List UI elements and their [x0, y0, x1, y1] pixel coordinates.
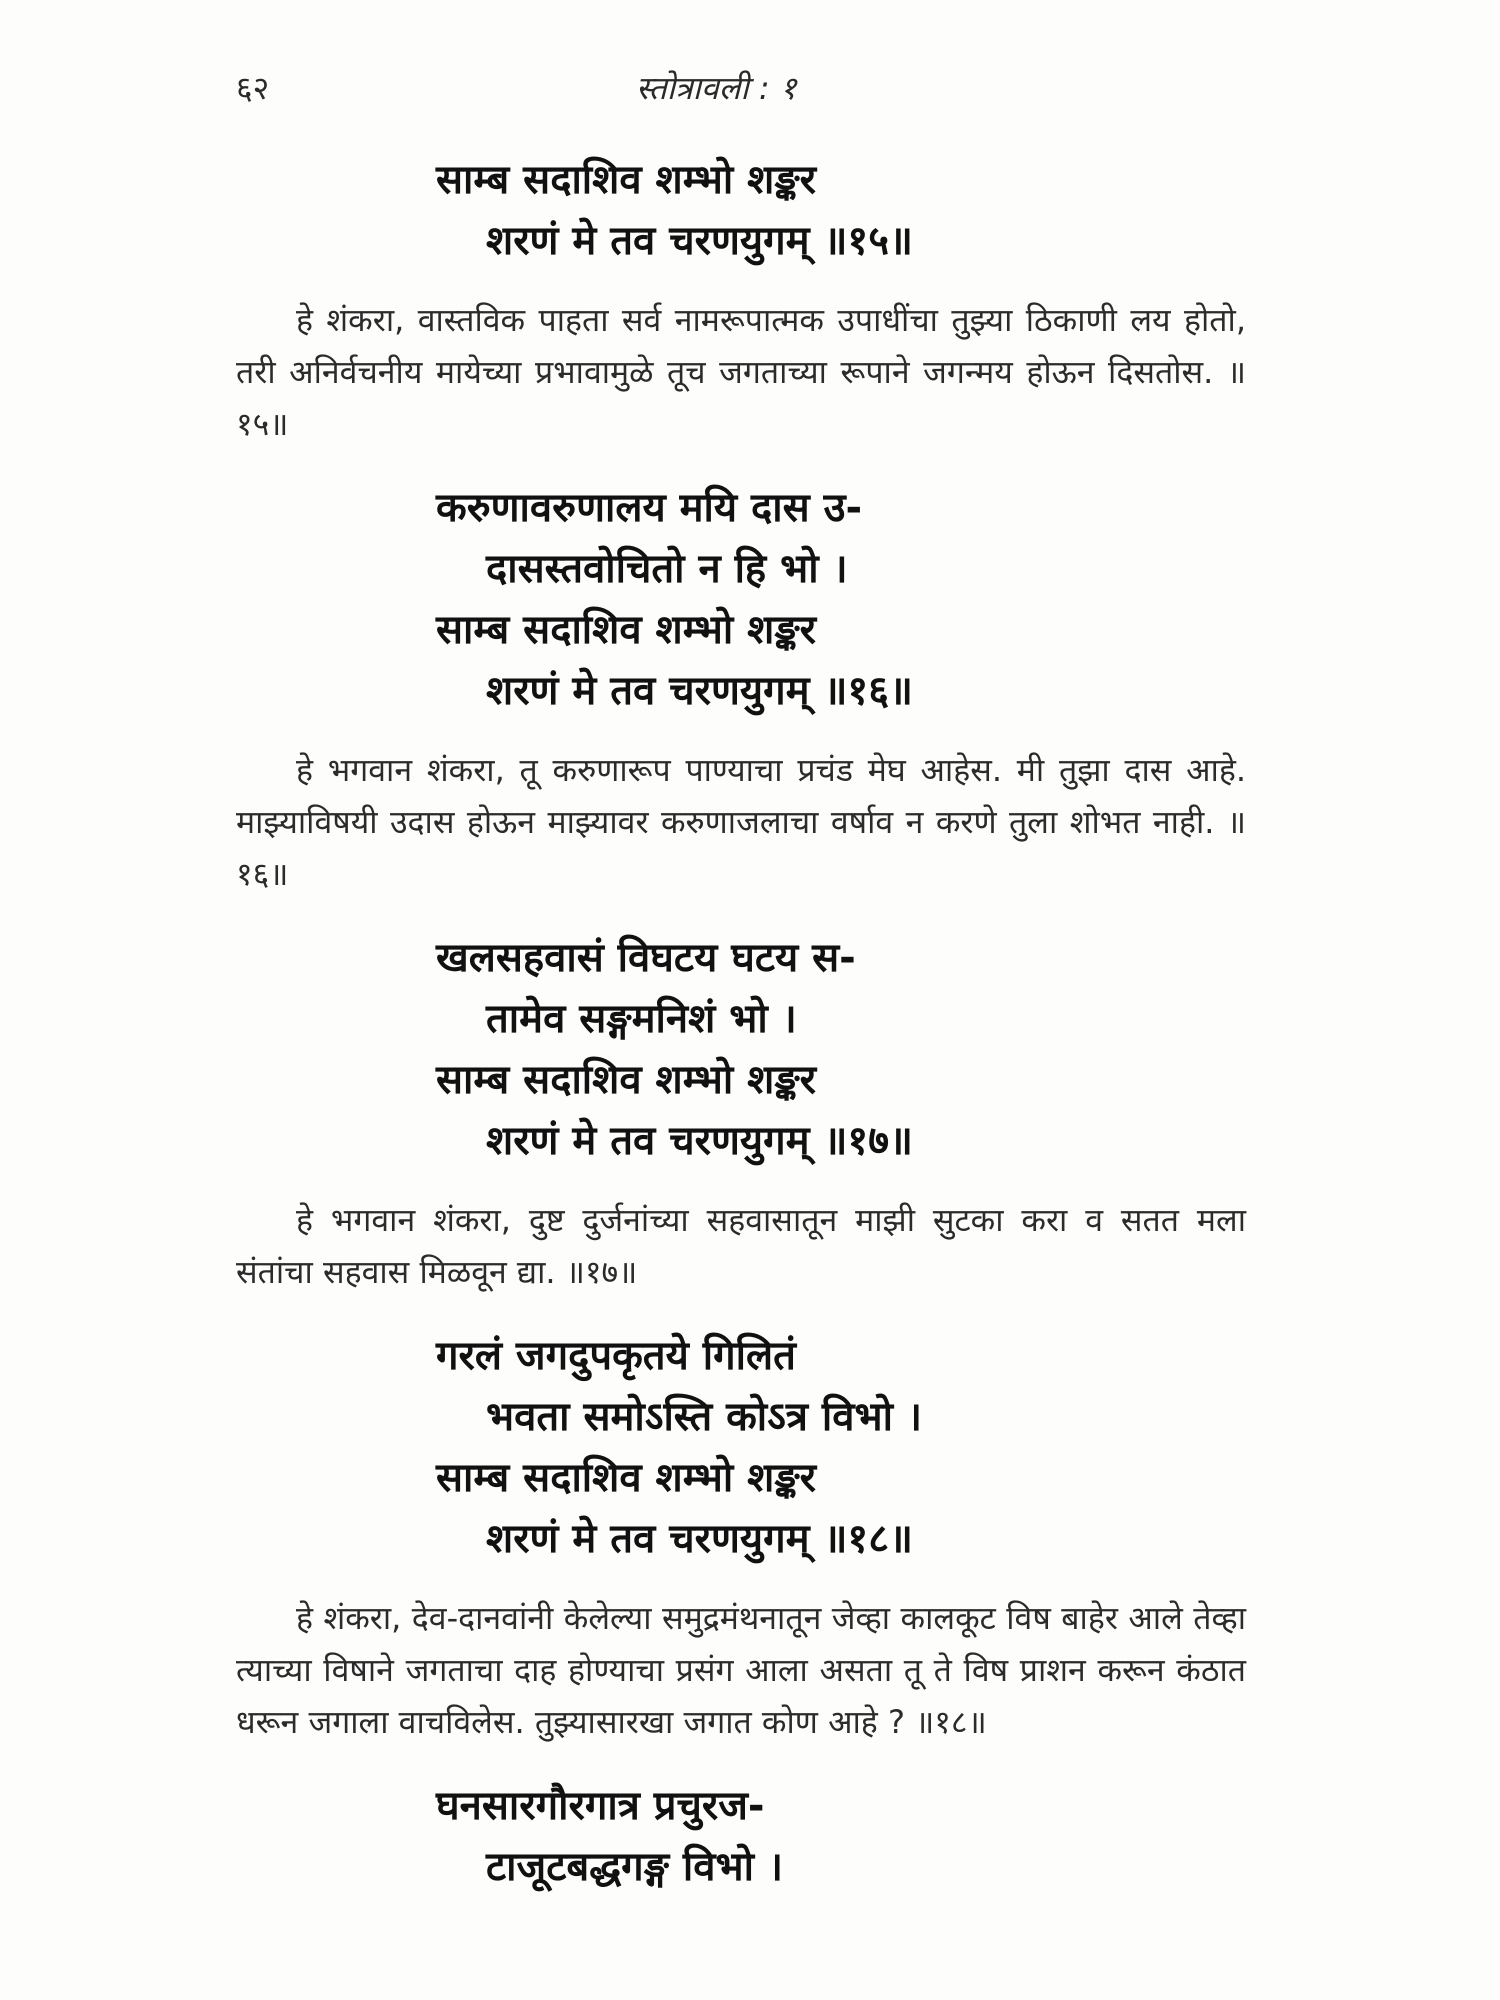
verse-19	[236, 1776, 1246, 1898]
verse-17	[236, 928, 1246, 1172]
verse-18	[236, 1326, 1246, 1570]
verse-line: साम्ब सदाशिव शम्भो शङ्कर	[436, 607, 817, 653]
verse-line: तामेव सङ्गमनिशं भो ।	[486, 996, 797, 1042]
verse-line: साम्ब सदाशिव शम्भो शङ्कर	[436, 1455, 817, 1501]
verse-line: शरणं मे तव चरणयुगम् ॥१७॥	[486, 1118, 913, 1164]
verse-line: भवता समोऽस्ति कोऽत्र विभो ।	[486, 1394, 923, 1440]
commentary-18: हे शंकरा, देव-दानवांनी केलेल्या समुद्रमंथनातून जेव्हा कालकूट विष बाहेर आले तेव्हा त्याच्या विषाने जगताचा दाह होण्याचा प्रसंग आला असता तू ते विष प्राशन करून कंठात धरून जगाला वाचविलेस. तुझ्यासारखा जगात कोण आहे ? ॥१८॥	[236, 1599, 1246, 1741]
verse-line: साम्ब सदाशिव शम्भो शङ्कर	[436, 1057, 817, 1103]
verse-line: खलसहवासं विघटय घटय स-	[436, 935, 856, 981]
running-title: स्तोत्रावली : १	[636, 69, 797, 107]
verse-line: साम्ब सदाशिव शम्भो शङ्कर	[436, 157, 817, 203]
verse-line: शरणं मे तव चरणयुगम् ॥१६॥	[486, 668, 913, 714]
verse-line: शरणं मे तव चरणयुगम् ॥१५॥	[486, 218, 913, 264]
verse-line: गरलं जगदुपकृतये गिलितं	[436, 1333, 796, 1379]
page-number: ६२	[236, 69, 270, 107]
verse-line: शरणं मे तव चरणयुगम् ॥१८॥	[486, 1516, 913, 1562]
verse-line: दासस्तवोचितो न हि भो ।	[486, 546, 848, 592]
commentary-17: हे भगवान शंकरा, दुष्ट दुर्जनांच्या सहवासातून माझी सुटका करा व सतत मला संतांचा सहवास मिळवून द्या. ॥१७॥	[236, 1201, 1246, 1291]
page-header	[236, 60, 1246, 120]
verse-16	[236, 478, 1246, 722]
verse-15	[236, 150, 1246, 272]
page-content	[236, 150, 1246, 1898]
verse-line: टाजूटबद्धगङ्ग विभो ।	[486, 1844, 784, 1890]
commentary-16: हे भगवान शंकरा, तू करुणारूप पाण्याचा प्रचंड मेघ आहेस. मी तुझा दास आहे. माझ्याविषयी उदास होऊन माझ्यावर करुणाजलाचा वर्षाव न करणे तुला शोभत नाही. ॥१६॥	[236, 751, 1246, 893]
commentary-15: हे शंकरा, वास्तविक पाहता सर्व नामरूपात्मक उपाधींचा तुझ्या ठिकाणी लय होतो, तरी अनिर्वचनीय मायेच्या प्रभावामुळे तूच जगताच्या रूपाने जगन्मय होऊन दिसतोस. ॥१५॥	[236, 301, 1246, 443]
verse-line: घनसारगौरगात्र प्रचुरज-	[436, 1783, 765, 1829]
verse-line: करुणावरुणालय मयि दास उ-	[436, 485, 863, 531]
